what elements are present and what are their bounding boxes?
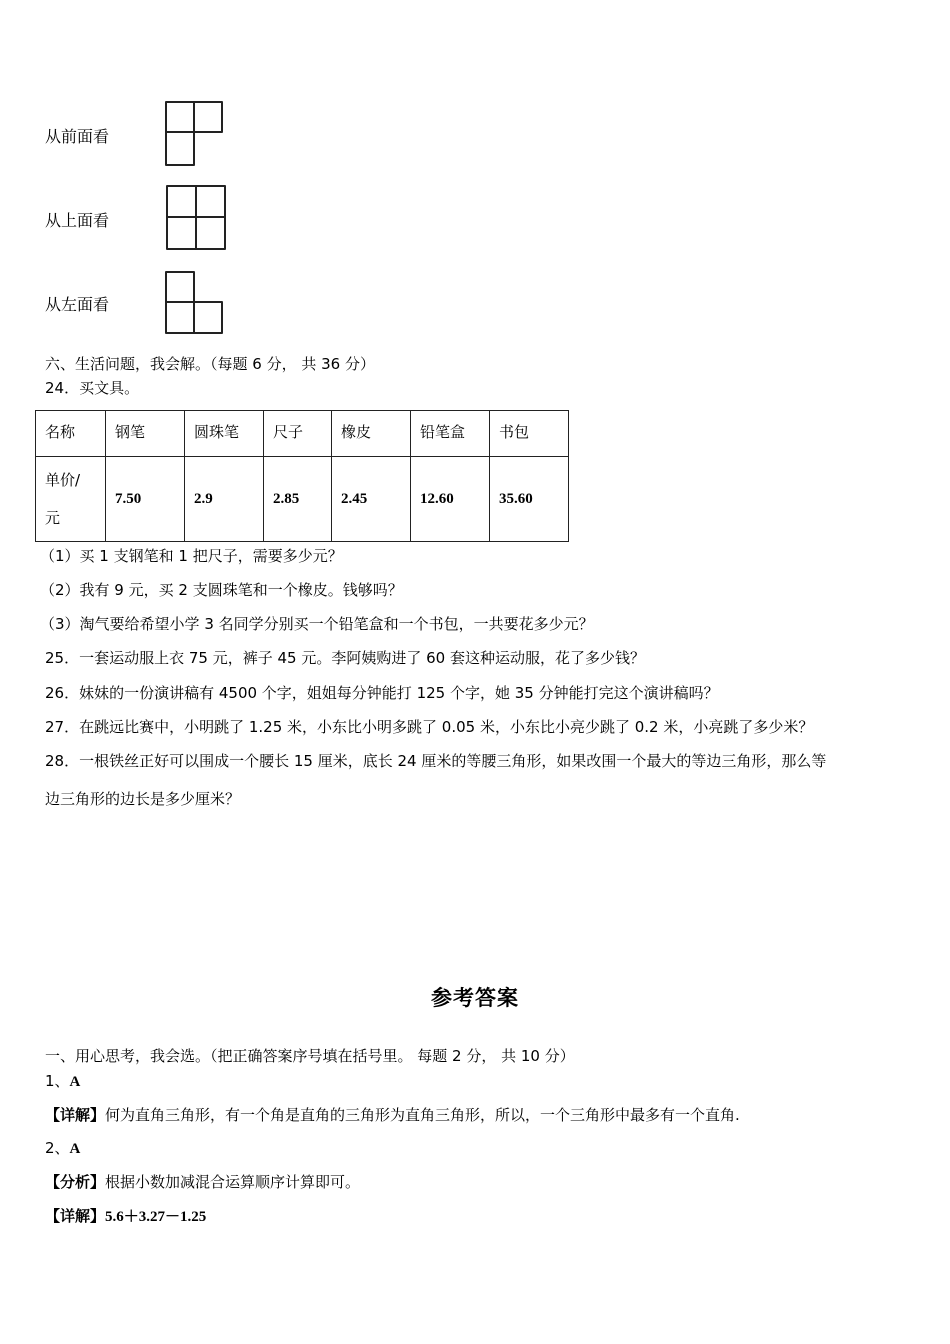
table-header-cell: 尺子: [264, 411, 332, 457]
answers-section-1-heading: 一、用心思考，我会选。（把正确答案序号填在括号里。 每题 2 分， 共 10 分）: [45, 1047, 575, 1065]
table-cell-price: 2.85: [264, 457, 332, 542]
price-table: [35, 410, 569, 542]
question-28-line-1: 28．一根铁丝正好可以围成一个腰长 15 厘米，底长 24 厘米的等腰三角形，如果改围一个最大的等边三角形，那么等: [45, 752, 827, 770]
analysis-tag: 【分析】: [45, 1173, 106, 1191]
left-view-figure: [165, 271, 223, 334]
detail-tag: 【详解】: [45, 1207, 106, 1225]
row-label-line2: 元: [45, 509, 61, 527]
table-cell-price: 7.50: [106, 457, 185, 542]
top-view-figure: [166, 185, 226, 250]
answer-1-detail-text: 何为直角三角形，有一个角是直角的三角形为直角三角形，所以，一个三角形中最多有一个直角.: [105, 1106, 740, 1124]
question-24-title: 24．买文具。: [45, 379, 140, 397]
table-header-cell: 钢笔: [106, 411, 185, 457]
answer-2-label: 2、: [45, 1139, 70, 1157]
table-header-cell: 圆珠笔: [185, 411, 264, 457]
answer-2-value: A: [69, 1141, 81, 1157]
table-cell-price: 2.45: [332, 457, 411, 542]
table-cell-price: 35.60: [490, 457, 569, 542]
table-header-cell: 橡皮: [332, 411, 411, 457]
answers-title: 参考答案: [431, 986, 519, 1010]
table-cell-price: 12.60: [411, 457, 490, 542]
table-header-row: [36, 411, 569, 457]
answer-1-value: A: [69, 1074, 81, 1090]
answer-1-label: 1、: [45, 1072, 70, 1090]
table-header-cell: 名称: [36, 411, 106, 457]
answer-2-detail: [45, 1206, 206, 1227]
table-cell-price: 2.9: [185, 457, 264, 542]
view-label-top: 从上面看: [45, 211, 110, 230]
answer-1-detail: [45, 1105, 740, 1125]
table-header-cell: 铅笔盒: [411, 411, 490, 457]
detail-tag: 【详解】: [45, 1106, 106, 1124]
table-header-cell: 书包: [490, 411, 569, 457]
answer-2: [45, 1138, 80, 1159]
front-view-figure: [165, 101, 223, 166]
question-25: 25．一套运动服上衣 75 元，裤子 45 元。李阿姨购进了 60 套这种运动服，花了多少钱？: [45, 649, 645, 667]
table-row-label: [36, 457, 106, 542]
answer-2-detail-text: 5.6＋3.27－1.25: [105, 1209, 207, 1225]
question-26: 26．妹妹的一份演讲稿有 4500 个字，姐姐每分钟能打 125 个字，她 35 分钟能打完这个演讲稿吗？: [45, 684, 719, 702]
section-6-heading: 六、生活问题，我会解。（每题 6 分， 共 36 分）: [45, 355, 375, 373]
question-24-part-2: （2）我有 9 元，买 2 支圆珠笔和一个橡皮。钱够吗？: [40, 581, 403, 599]
answer-2-analysis-text: 根据小数加减混合运算顺序计算即可。: [105, 1173, 361, 1191]
question-24-part-3: （3）淘气要给希望小学 3 名同学分别买一个铅笔盒和一个书包，一共要花多少元？: [40, 615, 594, 633]
question-24-part-1: （1）买 1 支钢笔和 1 把尺子，需要多少元？: [40, 547, 343, 565]
table-row: [36, 457, 569, 542]
answer-2-analysis: [45, 1172, 360, 1192]
view-label-front: 从前面看: [45, 127, 110, 146]
view-label-left: 从左面看: [45, 295, 110, 314]
row-label-line1: 单价/: [45, 471, 81, 489]
answer-1: [45, 1071, 80, 1092]
question-27: 27．在跳远比赛中，小明跳了 1.25 米，小东比小明多跳了 0.05 米，小东比小亮少跳了 0.2 米，小亮跳了多少米？: [45, 718, 814, 736]
question-28-line-2: 边三角形的边长是多少厘米？: [45, 790, 241, 808]
